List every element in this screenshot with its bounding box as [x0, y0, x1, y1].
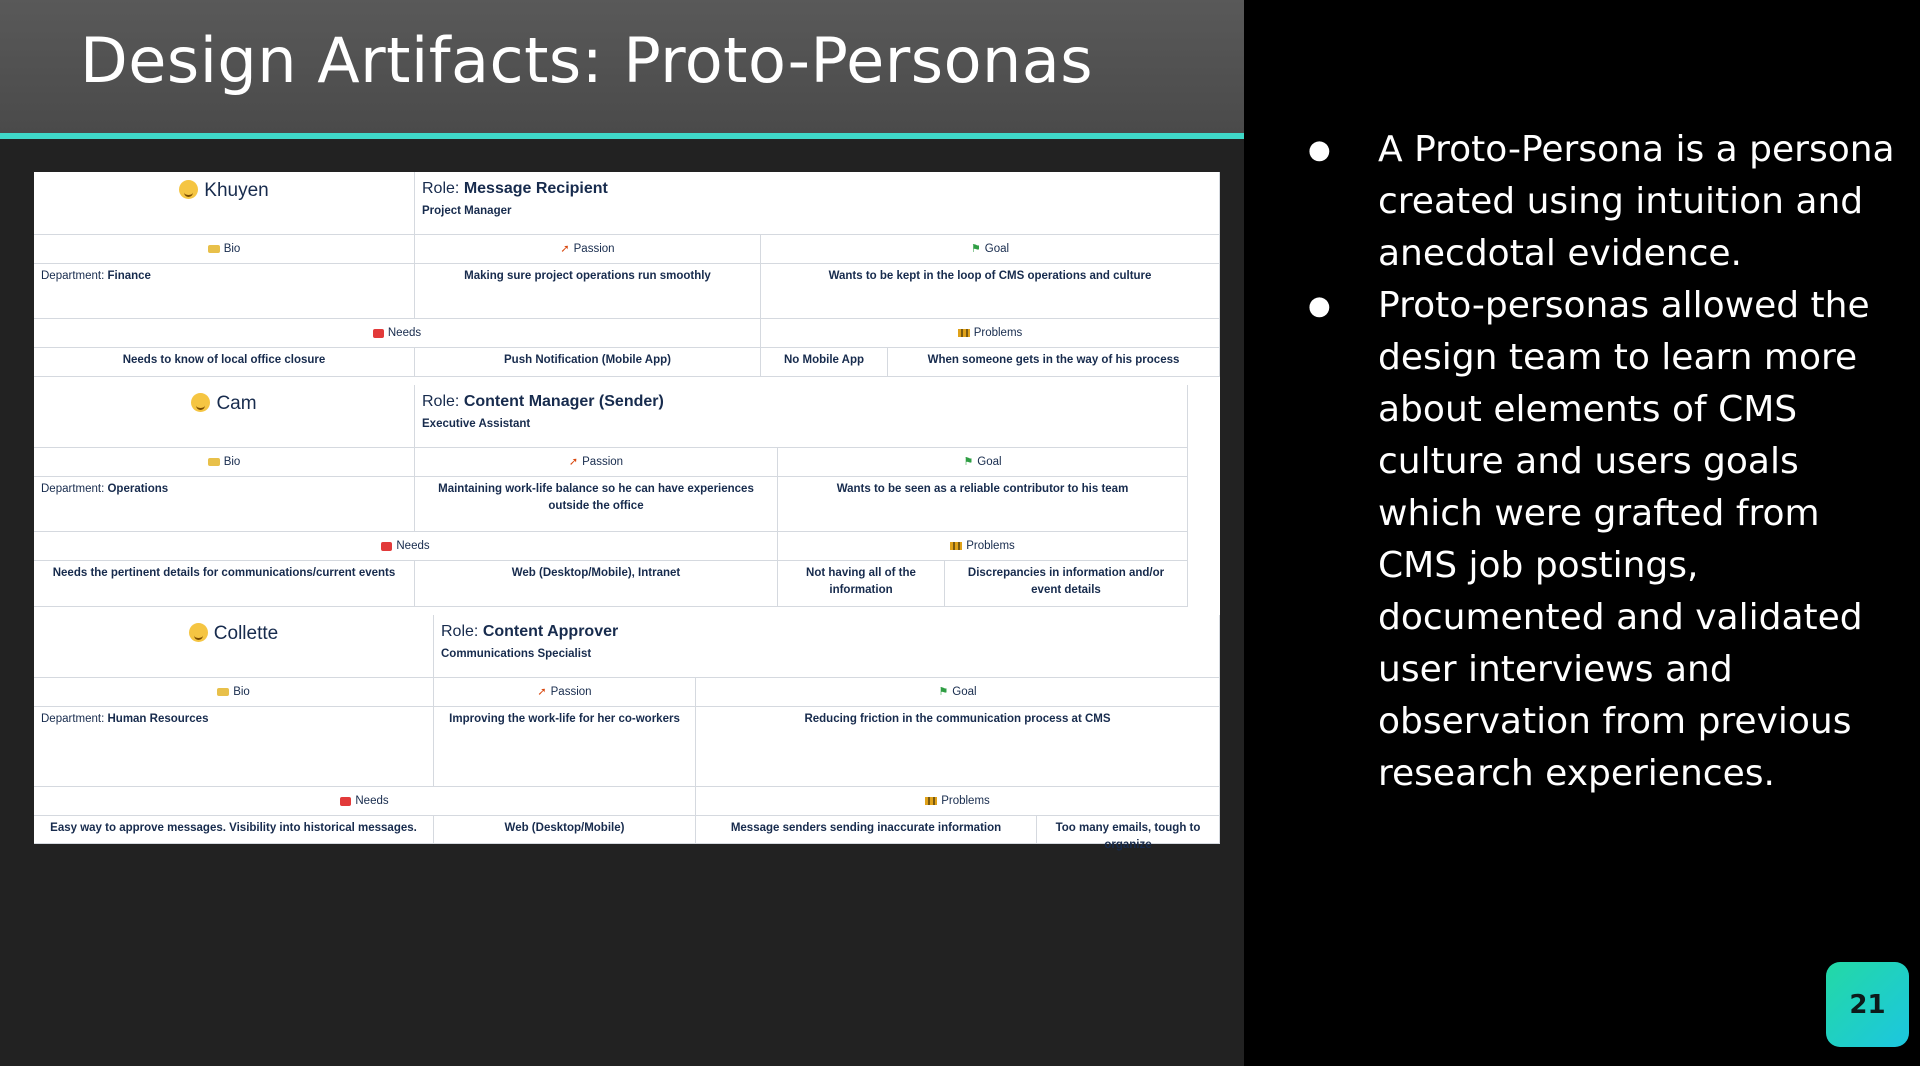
toolbox-icon	[381, 542, 392, 551]
goal-header	[761, 235, 1220, 264]
bio-cell	[34, 707, 434, 787]
problem-cell: Too many emails, tough to organize	[1037, 816, 1220, 844]
bio-cell	[34, 477, 415, 532]
needs-header	[34, 532, 778, 561]
need-cell: Needs to know of local office closure	[34, 348, 415, 377]
problems-label: Problems	[966, 539, 1015, 552]
id-card-icon	[208, 245, 220, 253]
id-card-icon	[217, 688, 229, 696]
goal-cell: Wants to be kept in the loop of CMS operations and culture	[761, 264, 1220, 319]
title-bar	[0, 0, 1244, 134]
passion-cell: Making sure project operations run smoothly	[415, 264, 761, 319]
goal-header	[696, 678, 1220, 707]
problems-header	[761, 319, 1220, 348]
persona-table	[34, 172, 1220, 851]
problem-cell: No Mobile App	[761, 348, 888, 377]
rocket-icon: ➚	[537, 685, 547, 698]
goal-cell: Reducing friction in the communication process at CMS	[696, 707, 1220, 787]
passion-cell: Maintaining work-life balance so he can have experiences outside the office	[415, 477, 778, 532]
persona-job-title: Communications Specialist	[441, 648, 592, 660]
persona-name: Cam	[216, 393, 257, 414]
problems-label: Problems	[941, 794, 990, 807]
department-key: Department:	[41, 713, 105, 725]
bio-header	[34, 235, 415, 264]
passion-label: Passion	[573, 242, 615, 255]
need-cell: Web (Desktop/Mobile)	[434, 816, 696, 844]
persona-job-title: Project Manager	[422, 205, 512, 217]
goal-header	[778, 448, 1188, 477]
department-key: Department:	[41, 270, 105, 282]
role-key: Role:	[441, 623, 479, 640]
id-card-icon	[208, 458, 220, 466]
role-key: Role:	[422, 180, 460, 197]
problems-header	[778, 532, 1188, 561]
passion-header	[434, 678, 696, 707]
golf-flag-icon: ⚑	[963, 455, 974, 468]
persona-role-cell	[434, 615, 1220, 678]
goal-cell: Wants to be seen as a reliable contributor to his team	[778, 477, 1188, 532]
golf-flag-icon: ⚑	[938, 685, 949, 698]
need-cell: Web (Desktop/Mobile), Intranet	[415, 561, 778, 607]
need-cell: Needs the pertinent details for communications/current events	[34, 561, 415, 607]
bullet-item: ● A Proto-Persona is a persona created using intuition and anecdotal evidence.	[1300, 124, 1900, 280]
needs-label: Needs	[396, 539, 430, 552]
golf-flag-icon: ⚑	[970, 242, 981, 255]
persona-role: Message Recipient	[463, 180, 608, 197]
problems-label: Problems	[973, 326, 1023, 339]
needs-label: Needs	[355, 794, 389, 807]
persona-department: Human Resources	[107, 713, 209, 725]
passion-label: Passion	[550, 685, 592, 698]
passion-cell: Improving the work-life for her co-workers	[434, 707, 696, 787]
persona-name: Khuyen	[204, 180, 269, 201]
smile-emoji-icon	[191, 393, 210, 412]
bio-header	[34, 678, 434, 707]
bio-header	[34, 448, 415, 477]
accent-divider	[0, 133, 1244, 139]
toolbox-icon	[340, 797, 351, 806]
persona-name-cell	[34, 615, 434, 678]
persona-department: Operations	[107, 483, 169, 495]
needs-label: Needs	[387, 326, 422, 339]
persona-department: Finance	[107, 270, 151, 282]
toolbox-icon	[373, 329, 384, 338]
rocket-icon: ➚	[560, 242, 570, 255]
problems-header	[696, 787, 1220, 816]
bio-cell	[34, 264, 415, 319]
problem-cell: When someone gets in the way of his process	[888, 348, 1220, 377]
persona-name-cell	[34, 385, 415, 448]
bio-label: Bio	[223, 455, 241, 468]
persona-role: Content Approver	[482, 623, 619, 640]
persona-role-cell	[415, 172, 1220, 235]
goal-label: Goal	[952, 685, 977, 698]
bio-label: Bio	[233, 685, 250, 698]
barrier-icon	[925, 797, 937, 805]
barrier-icon	[950, 542, 962, 550]
role-key: Role:	[422, 393, 460, 410]
problem-cell: Message senders sending inaccurate information	[696, 816, 1037, 844]
persona-name: Collette	[213, 623, 279, 644]
smile-emoji-icon	[189, 623, 208, 642]
passion-header	[415, 448, 778, 477]
passion-header	[415, 235, 761, 264]
bullet-item: ● Proto-personas allowed the design team to learn more about elements of CMS culture and users goals which were grafted from CMS job postings, documented and validated user interviews and observation from previous research experiences.	[1300, 280, 1900, 800]
persona-name-cell	[34, 172, 415, 235]
rocket-icon: ➚	[568, 455, 579, 468]
problem-cell: Not having all of the information	[778, 561, 945, 607]
needs-header	[34, 319, 761, 348]
persona-job-title: Executive Assistant	[422, 418, 531, 430]
barrier-icon	[958, 329, 970, 337]
smile-emoji-icon	[179, 180, 198, 199]
bullet-list	[1300, 124, 1900, 800]
persona-role: Content Manager (Sender)	[463, 393, 664, 410]
passion-label: Passion	[582, 455, 624, 468]
persona-role-cell	[415, 385, 1188, 448]
goal-label: Goal	[977, 455, 1002, 468]
department-key: Department:	[41, 483, 105, 495]
needs-header	[34, 787, 696, 816]
page-number-badge: 21	[1826, 962, 1909, 1047]
slide-title: Design Artifacts: Proto-Personas	[80, 24, 1094, 97]
need-cell: Easy way to approve messages. Visibility into historical messages.	[34, 816, 434, 844]
need-cell: Push Notification (Mobile App)	[415, 348, 761, 377]
problem-cell: Discrepancies in information and/or event details	[945, 561, 1188, 607]
goal-label: Goal	[984, 242, 1010, 255]
bio-label: Bio	[223, 242, 241, 255]
